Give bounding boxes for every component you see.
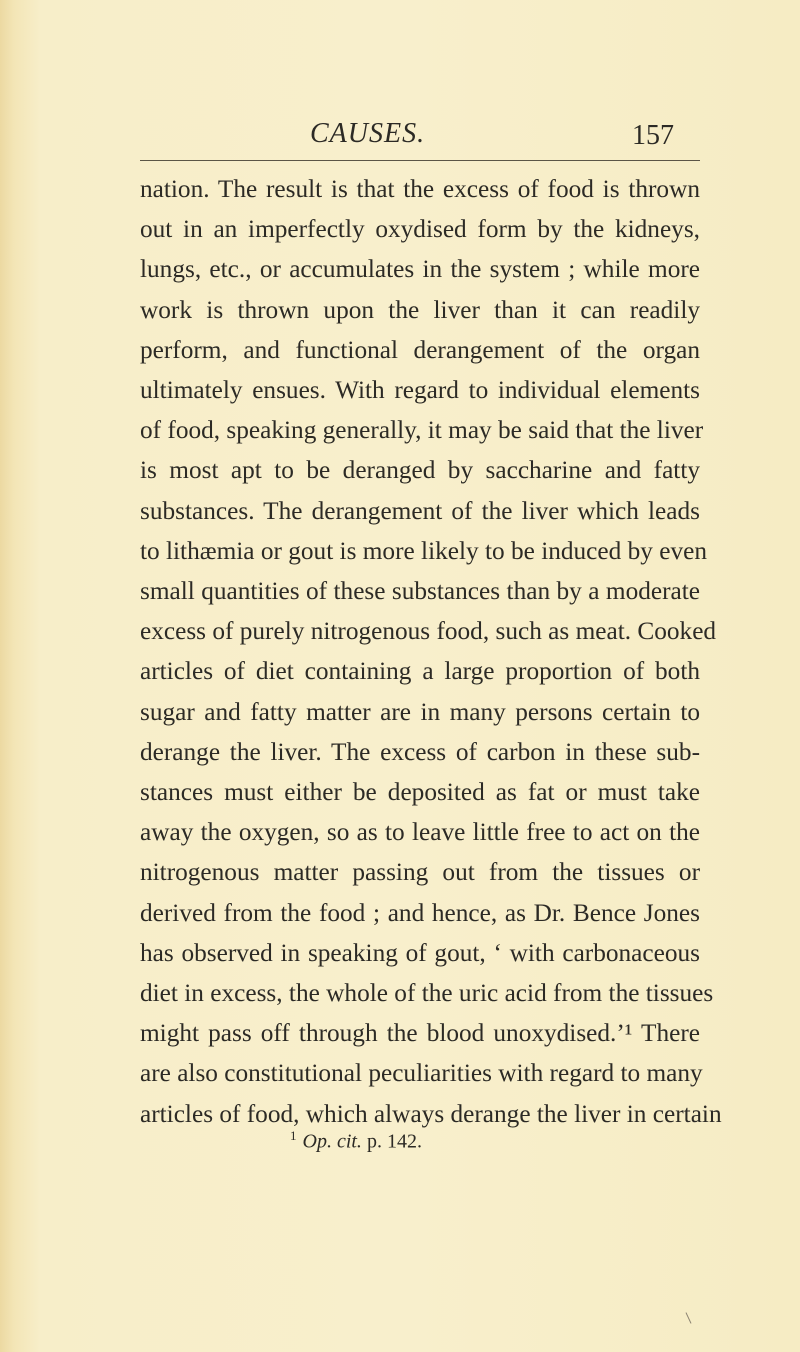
footnote-citation: Op. cit. bbox=[302, 1130, 362, 1153]
text-line: diet in excess, the whole of the uric acid from the tissues bbox=[140, 979, 714, 1008]
text-line: ultimately ensues. With regard to individual elements bbox=[140, 376, 700, 405]
text-line: out in an imperfectly oxydised form by the kidneys, bbox=[140, 215, 700, 244]
text-line: articles of diet containing a large proportion of both bbox=[140, 657, 700, 686]
text-line: away the oxygen, so as to leave little free to act on the bbox=[140, 818, 700, 847]
text-line: stances must either be deposited as fat or must take bbox=[140, 778, 700, 807]
running-title: CAUSES. bbox=[310, 118, 426, 149]
text-line: small quantities of these substances than by a moderate bbox=[140, 577, 700, 606]
text-line: to lithæmia or gout is more likely to be induced by even bbox=[140, 536, 707, 565]
text-line: work is thrown upon the liver than it can readily bbox=[140, 295, 700, 324]
text-line: might pass off through the blood unoxydised.’¹ There bbox=[140, 1019, 700, 1048]
text-line: perform, and functional derangement of the organ bbox=[140, 335, 700, 364]
text-line: derange the liver. The excess of carbon in these sub- bbox=[140, 737, 700, 766]
text-line: of food, speaking generally, it may be said that the liver bbox=[140, 416, 704, 445]
running-head bbox=[140, 118, 700, 158]
text-line: has observed in speaking of gout, ‘ with carbonaceous bbox=[140, 938, 700, 967]
footnote bbox=[290, 1128, 422, 1154]
text-line: sugar and fatty matter are in many persons certain to bbox=[140, 697, 700, 726]
text-line: is most apt to be deranged by saccharine and fatty bbox=[140, 456, 700, 485]
text-line: articles of food, which always derange the liver in certain bbox=[140, 1099, 722, 1128]
text-line: are also constitutional peculiarities with regard to many bbox=[140, 1059, 703, 1088]
text-line: substances. The derangement of the liver which leads bbox=[140, 496, 700, 525]
page-blemish bbox=[686, 1312, 692, 1323]
header-rule bbox=[140, 160, 700, 161]
text-line: excess of purely nitrogenous food, such as meat. Cooked bbox=[140, 617, 717, 646]
text-line: nitrogenous matter passing out from the tissues or bbox=[140, 858, 700, 887]
text-line: nation. The result is that the excess of food is thrown bbox=[140, 175, 700, 203]
text-line: derived from the food ; and hence, as Dr. Bence Jones bbox=[140, 898, 700, 927]
text-line: lungs, etc., or accumulates in the system ; while more bbox=[140, 255, 700, 284]
footnote-mark: 1 bbox=[290, 1128, 297, 1143]
page-number: 157 bbox=[632, 120, 674, 151]
footnote-page-ref: p. 142. bbox=[366, 1130, 422, 1153]
body-text bbox=[140, 169, 722, 1134]
